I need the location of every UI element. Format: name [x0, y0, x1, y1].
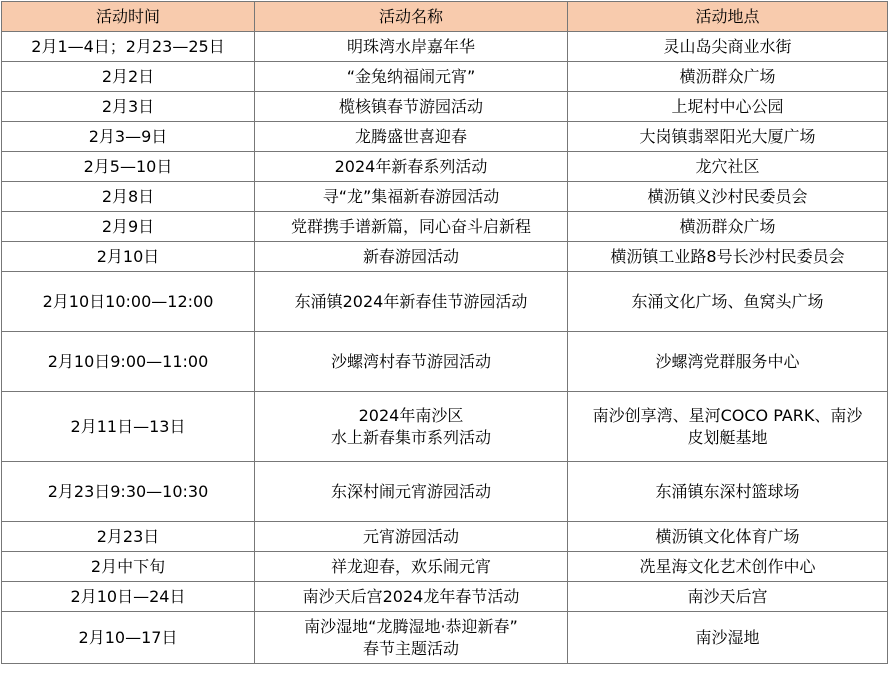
table-row: [2, 212, 888, 242]
table-row: [2, 182, 888, 212]
cell-text-line: 春节主题活动: [362, 638, 459, 658]
cell-text-line: 灵山岛尖商业水街: [663, 36, 792, 56]
event-place-cell: [568, 612, 888, 664]
cell-text-line: “金兔纳福闹元宵”: [346, 66, 476, 86]
header-row: [2, 2, 888, 32]
cell-text-line: 横沥群众广场: [679, 216, 776, 236]
cell-text-line: 南沙湿地“龙腾湿地·恭迎新春”: [304, 616, 518, 636]
cell-text-line: 东涌文化广场、鱼窝头广场: [631, 291, 824, 311]
event-name-cell: [255, 92, 568, 122]
cell-text-line: 祥龙迎春，欢乐闹元宵: [330, 556, 491, 576]
event-name-cell: [255, 522, 568, 552]
event-time-cell: [2, 272, 255, 332]
event-name-cell: [255, 582, 568, 612]
cell-text-line: 2月5—10日: [83, 156, 173, 176]
event-place-cell: [568, 242, 888, 272]
event-name-cell: [255, 272, 568, 332]
cell-text-line: 南沙天后宫2024龙年春节活动: [302, 586, 520, 606]
event-time-cell: [2, 462, 255, 522]
event-time-cell: [2, 182, 255, 212]
table-row: [2, 392, 888, 462]
cell-text-line: 2月10日9:00—11:00: [47, 351, 209, 371]
header-time: 活动时间: [2, 2, 255, 32]
cell-text-line: 大岗镇翡翠阳光大厦广场: [639, 126, 816, 146]
event-time-cell: [2, 212, 255, 242]
cell-text-line: 2月23日9:30—10:30: [47, 481, 209, 501]
cell-text-line: 横沥镇文化体育广场: [655, 526, 800, 546]
table-row: [2, 242, 888, 272]
event-place-cell: [568, 522, 888, 552]
table-row: [2, 462, 888, 522]
event-name-cell: [255, 32, 568, 62]
table-row: [2, 122, 888, 152]
table-row: [2, 272, 888, 332]
event-time-cell: [2, 582, 255, 612]
event-time-cell: [2, 62, 255, 92]
event-place-cell: [568, 552, 888, 582]
event-place-cell: [568, 92, 888, 122]
table-row: [2, 32, 888, 62]
event-time-cell: [2, 392, 255, 462]
cell-text-line: 横沥镇义沙村民委员会: [647, 186, 808, 206]
table-row: [2, 332, 888, 392]
event-place-cell: [568, 272, 888, 332]
event-name-cell: [255, 332, 568, 392]
event-name-cell: [255, 552, 568, 582]
event-time-cell: [2, 32, 255, 62]
cell-text-line: 2月10日—24日: [70, 586, 186, 606]
cell-text-line: 新春游园活动: [362, 246, 459, 266]
event-name-cell: [255, 212, 568, 242]
cell-text-line: 榄核镇春节游园活动: [338, 96, 483, 116]
cell-text-line: 2024年南沙区: [358, 405, 464, 425]
header-place: 活动地点: [568, 2, 888, 32]
header-name: 活动名称: [255, 2, 568, 32]
cell-text-line: 党群携手谱新篇，同心奋斗启新程: [290, 216, 531, 236]
event-time-cell: [2, 332, 255, 392]
table-row: [2, 152, 888, 182]
cell-text-line: 2月11日—13日: [70, 416, 186, 436]
event-time-cell: [2, 612, 255, 664]
cell-text-line: 南沙天后宫: [687, 586, 768, 606]
table-row: [2, 522, 888, 552]
cell-text-line: 2月9日: [101, 216, 155, 236]
cell-text-line: 元宵游园活动: [362, 526, 459, 546]
cell-text-line: 横沥镇工业路8号长沙村民委员会: [610, 246, 845, 266]
cell-text-line: 皮划艇基地: [687, 427, 768, 447]
cell-text-line: 沙螺湾党群服务中心: [655, 351, 800, 371]
cell-text-line: 龙腾盛世喜迎春: [354, 126, 467, 146]
cell-text-line: 2月中下旬: [90, 556, 166, 576]
cell-text-line: 明珠湾水岸嘉年华: [346, 36, 475, 56]
event-name-cell: [255, 392, 568, 462]
event-place-cell: [568, 392, 888, 462]
cell-text-line: 沙螺湾村春节游园活动: [330, 351, 491, 371]
cell-text-line: 横沥群众广场: [679, 66, 776, 86]
event-time-cell: [2, 552, 255, 582]
event-name-cell: [255, 122, 568, 152]
event-place-cell: [568, 462, 888, 522]
table-row: [2, 92, 888, 122]
event-name-cell: [255, 612, 568, 664]
event-name-cell: [255, 182, 568, 212]
events-table: [1, 1, 888, 664]
cell-text-line: 东涌镇2024年新春佳节游园活动: [294, 291, 528, 311]
cell-text-line: 寻“龙”集福新春游园活动: [322, 186, 500, 206]
events-table-body: [2, 32, 888, 664]
table-row: [2, 612, 888, 664]
event-name-cell: [255, 242, 568, 272]
event-place-cell: [568, 32, 888, 62]
cell-text-line: 龙穴社区: [695, 156, 760, 176]
event-name-cell: [255, 62, 568, 92]
cell-text-line: 南沙创享湾、星河COCO PARK、南沙: [592, 405, 863, 425]
cell-text-line: 东涌镇东深村篮球场: [655, 481, 800, 501]
cell-text-line: 2月3—9日: [88, 126, 168, 146]
cell-text-line: 2月8日: [101, 186, 155, 206]
cell-text-line: 冼星海文化艺术创作中心: [639, 556, 816, 576]
cell-text-line: 2月10—17日: [78, 627, 178, 647]
event-place-cell: [568, 122, 888, 152]
event-name-cell: [255, 152, 568, 182]
cell-text-line: 南沙湿地: [695, 627, 760, 647]
cell-text-line: 水上新春集市系列活动: [330, 427, 491, 447]
table-row: [2, 62, 888, 92]
cell-text-line: 2月2日: [101, 66, 155, 86]
cell-text-line: 2月1—4日；2月23—25日: [31, 36, 225, 56]
event-place-cell: [568, 212, 888, 242]
table-row: [2, 582, 888, 612]
event-time-cell: [2, 122, 255, 152]
event-place-cell: [568, 582, 888, 612]
cell-text-line: 2月10日: [96, 246, 160, 266]
event-time-cell: [2, 92, 255, 122]
cell-text-line: 2月10日10:00—12:00: [42, 291, 214, 311]
event-place-cell: [568, 332, 888, 392]
event-place-cell: [568, 152, 888, 182]
event-time-cell: [2, 522, 255, 552]
cell-text-line: 2月23日: [96, 526, 160, 546]
event-time-cell: [2, 152, 255, 182]
cell-text-line: 东深村闹元宵游园活动: [330, 481, 491, 501]
cell-text-line: 2月3日: [101, 96, 155, 116]
event-time-cell: [2, 242, 255, 272]
event-place-cell: [568, 182, 888, 212]
cell-text-line: 2024年新春系列活动: [334, 156, 488, 176]
event-name-cell: [255, 462, 568, 522]
table-row: [2, 552, 888, 582]
event-place-cell: [568, 62, 888, 92]
cell-text-line: 上坭村中心公园: [671, 96, 784, 116]
